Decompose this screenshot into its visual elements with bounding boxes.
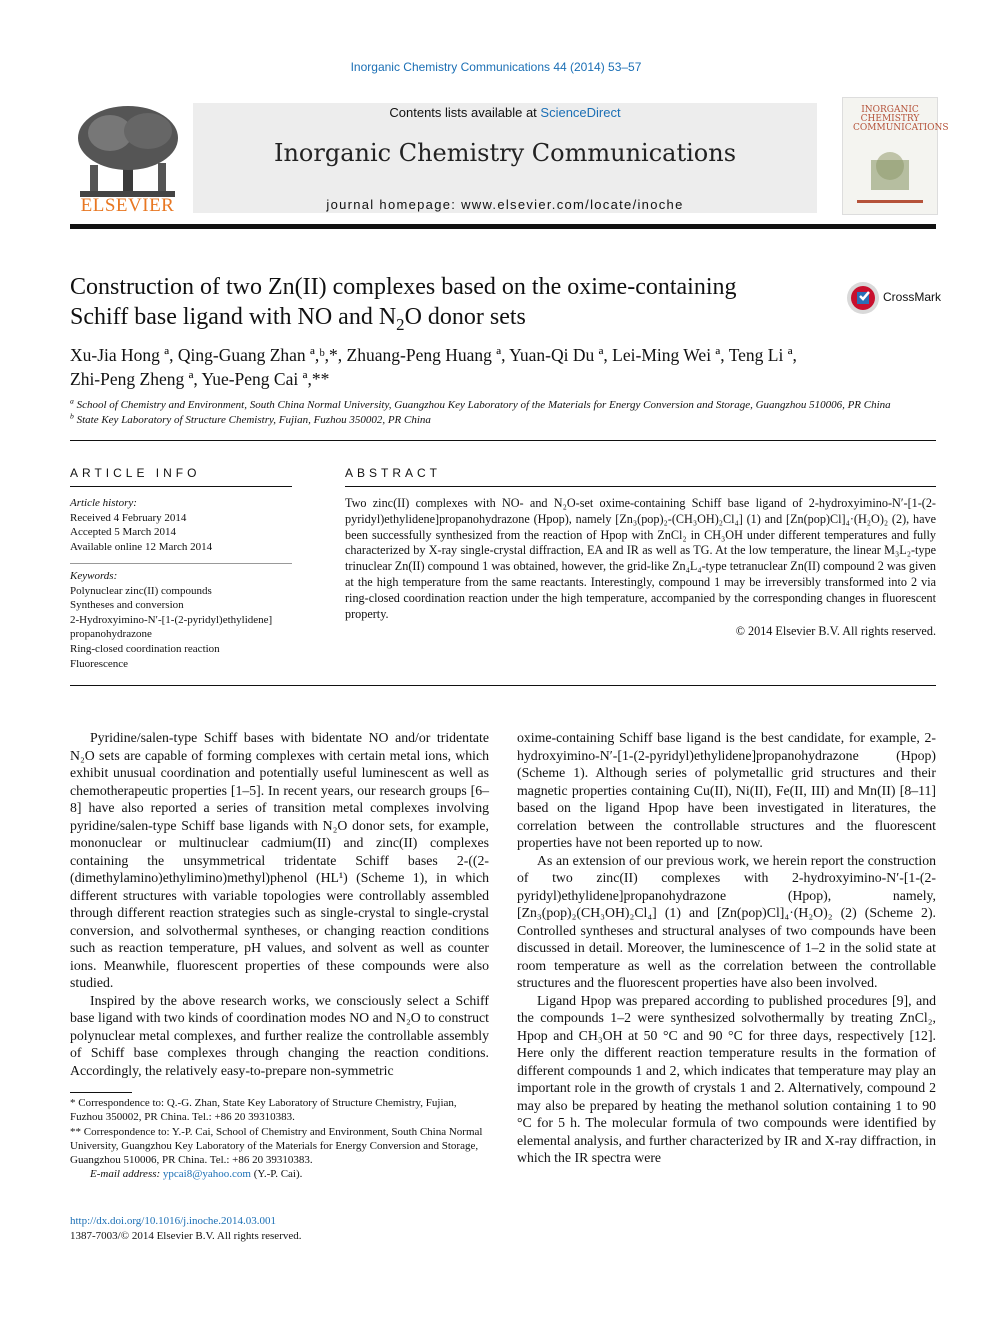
divider: [70, 486, 292, 487]
doi-link[interactable]: http://dx.doi.org/10.1016/j.inoche.2014.03.001: [70, 1215, 277, 1227]
keywords: Keywords: Polynuclear zinc(II) compounds Syntheses and conversion 2-Hydroxyimino-N′-[1-(2-pyridyl)ethylidene] propanohydrazone Ring-closed coordination reaction Fluorescence: [70, 569, 292, 671]
footnotes: [70, 1096, 489, 1182]
body-column-right: [517, 729, 936, 1167]
body-column-left: [70, 729, 489, 1079]
journal-reference[interactable]: Inorganic Chemistry Communications 44 (2014) 53–57: [350, 60, 642, 74]
journal-title: Inorganic Chemistry Communications: [273, 139, 737, 167]
paragraph: Ligand Hpop was prepared according to published procedures [9], and the compounds 1–2 were synthesized solvothermally by treating ZnCl₂, Hpop and CH₃OH at 50 °C and 90 °C for three days, respectively [12]. Here only the different reaction temperature results in the formation of different compounds 1 and 2, which indicates that temperature may play an important role in the growth of crystals 1 and 2. Alternatively, compound 2 may also be prepared by heating the methanol solution containing 1 to 90 °C for 5 h. The molecular formula of two compounds were identified by elemental analysis, and further characterized by IR and X-ray diffraction, in which the IR spectra were: [517, 992, 936, 1165]
paragraph: Inspired by the above research works, we consciously select a Schiff base ligand with two kinds of coordination modes NO and N₂O to construct polynuclear metal complexes, and further realize the controllable assembly of Schiff base complexes through changing the reaction conditions. Accordingly, the relatively easy-to-prepare non-symmetric: [70, 992, 489, 1078]
article-history: Article history: Received 4 February 2014 Accepted 5 March 2014 Available online 12 March 2014: [70, 497, 213, 553]
journal-banner: [193, 103, 817, 213]
footnote-rule: [70, 1092, 132, 1093]
journal-homepage[interactable]: journal homepage: www.elsevier.com/locate/inoche: [326, 197, 684, 212]
crossmark-badge[interactable]: [846, 281, 942, 315]
keyword: Fluorescence: [70, 657, 129, 670]
email-link[interactable]: ypcai8@yahoo.com: [162, 1168, 251, 1181]
divider: [70, 563, 292, 564]
issn-copyright: 1387-7003/© 2014 Elsevier B.V. All rights reserved.: [70, 1230, 302, 1242]
paragraph: As an extension of our previous work, we herein report the construction of two zinc(II) complexes with 2-hydroxyimino-N′-[1-(2-pyridyl)ethylidene]propanohydrazone (Hpop), namely, [Zn₃(pop)₂(CH₃OH)₂Cl₄] (1) and [Zn(pop)Cl]₄·(H₂O)₂ (2) (Scheme 2). Controlled syntheses and structural analyses of two compounds have been discussed in detail. Moreover, the luminescence of 1–2 in the solid state at room temperature as well as the correlation between the controllable structures and the fluorescent properties have also been involved.: [517, 852, 936, 990]
cover-title: INORGANIC CHEMISTRY COMMUNICATIONS: [853, 105, 949, 133]
affiliations: [70, 398, 936, 428]
keyword: Polynuclear zinc(II) compounds: [70, 584, 212, 597]
crossmark-label: CrossMark: [883, 290, 942, 304]
footnote-correspondence-2: ** Correspondence to: Y.-P. Cai, School of Chemistry and Environment, South China Normal University, Guangzhou Key Laboratory of the Materials for Energy Conversion and Storage, Guangzhou 510006, PR China. Tel.: +86 20 39310383.: [70, 1125, 483, 1167]
masthead: [70, 95, 949, 220]
contents-line: Contents lists available at ScienceDirect: [389, 105, 621, 120]
author-list: Xu-Jia Hong ª, Qing-Guang Zhan ª,ᵇ,*, Zhuang-Peng Huang ª, Yuan-Qi Du ª, Lei-Ming Wei ª, Teng Li ª, Zhi-Peng Zheng ª, Yue-Peng Cai ª,**: [70, 345, 797, 389]
crossmark-icon: [846, 281, 880, 315]
abstract-copyright: © 2014 Elsevier B.V. All rights reserved.: [735, 624, 936, 638]
paragraph: Pyridine/salen-type Schiff bases with bidentate NO and/or tridentate N₂O sets are capable of forming complexes with certain metal ions, which exhibit unusual coordination and potentially useful luminescent as well as chemotherapeutic properties [1–5]. In recent years, our research groups [6–8] have also reported a series of transition metal complexes involving pyridine/salen-type Schiff base ligands with N₂O donor sets, for example, mononuclear or multinuclear cadmium(II) and zinc(II) complexes containing the unsymmetrical tridentate Schiff bases 2-((2-(dimethylamino)ethylimino)methyl)phenol (HL¹) (Scheme 1), in which different structures with variable topologies were controllably assembled through different reaction strategies such as single-crystal to single-crystal conversion, and solvothermal syntheses, or changing reaction conditions such as reaction temperature, pH values, and solvent as well as counter ions. Meanwhile, fluorescent properties of these compounds were also studied.: [70, 730, 489, 990]
abstract-heading: ABSTRACT: [345, 466, 442, 480]
footnote-correspondence-1: * Correspondence to: Q.-G. Zhan, State Key Laboratory of Structure Chemistry, Fujian, Fuzhou 350002, PR China. Tel.: +86 20 39310383.: [70, 1097, 457, 1124]
keyword: 2-Hydroxyimino-N′-[1-(2-pyridyl)ethylidene]: [70, 613, 273, 626]
footnote-email: E-mail address: ypcai8@yahoo.com (Y.-P. Cai).: [90, 1168, 303, 1181]
paragraph: oxime-containing Schiff base ligand is the best candidate, for example, 2-hydroxyimino-N′-[1-(2-pyridyl)ethylidene]propanohydrazone (Hpop) (Scheme 1). Although series of polymetallic grid structures and their magnetic properties containing Cu(II), Ni(II), Fe(II, III) and Mn(II) [8–11] based on the ligand Hpop have been investigated in literatures, the correlation between the controllable structures and the fluorescent properties have not been reported up to now.: [517, 730, 936, 850]
elsevier-wordmark: ELSEVIER: [80, 195, 175, 216]
keyword: Syntheses and conversion: [70, 599, 184, 612]
abstract-text: Two zinc(II) complexes with NO- and N₂O-set oxime-containing Schiff base ligand of 2-hydroxyimino-N′-[1-(2-pyridyl)ethylidene]propanohydrazone (Hpop), namely [Zn₃(pop)₂-(CH₃OH)₂Cl₄] (1) and [Zn(pop)Cl]₄·(H₂O)₂ (2), have been successfully synthesized from the reaction of Hpop with ZnCl₂ in CH₃OH under different temperatures and fully characterized by X-ray single-crystal diffraction, EA and IR as well as TG. At the low temperature, the linear M₃L₂-type trinuclear Zn(II) compound 1 was obtained, however, the grid-like Zn₄L₄-type tetranuclear Zn(II) compound 2 was given at the high temperature from the same reactants. Interestingly, compound 1 may be irreversibly transformed into 2 via ring-closed coordination reaction under the high temperature, accompanied by the corresponding changes in fluorescent property.: [345, 496, 936, 621]
sciencedirect-link[interactable]: ScienceDirect: [540, 105, 621, 120]
affiliation-a: $^a$ School of Chemistry and Environment, South China Normal University, Guangzhou Key Laboratory of the Materials for Energy Conversion and Storage, Guangzhou 510006, PR China: [70, 396, 891, 411]
keyword: Ring-closed coordination reaction: [70, 642, 220, 655]
article-title: Construction of two Zn(II) complexes based on the oxime-containing Schiff base ligand with NO and $N_2O$ donor sets: [70, 274, 737, 334]
divider: [70, 685, 936, 686]
article-info-heading: ARTICLE INFO: [70, 466, 201, 480]
affiliation-b: $^b$ State Key Laboratory of Structure Chemistry, Fujian, Fuzhou 350002, PR China: [70, 411, 431, 426]
divider: [345, 486, 936, 487]
keyword: propanohydrazone: [70, 628, 152, 641]
divider: [70, 440, 936, 441]
masthead-rule: [70, 224, 936, 229]
journal-cover-image: [842, 97, 949, 215]
